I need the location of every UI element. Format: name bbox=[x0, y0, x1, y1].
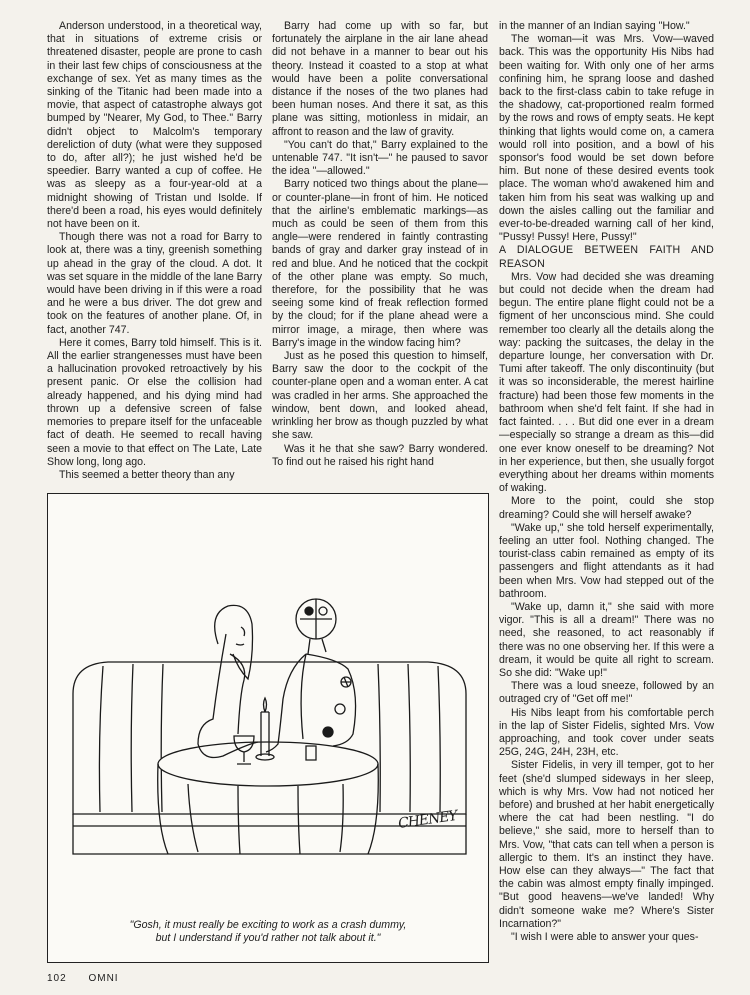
paragraph: Though there was not a road for Barry to look at, there was a tiny, greenish something up ahead in the gray of the cloud. A dot. It was set square in the middle of the lane Barry would have been driving in if this were a road and he were a bus driver. The dot grew and took on the features of another plane. Of, in fact, another 747. bbox=[47, 231, 262, 336]
text-column-1 bbox=[47, 20, 262, 490]
paragraph: More to the point, could she stop dreaming? Could she will herself awake? bbox=[499, 495, 714, 521]
paragraph: "I wish I were able to answer your ques- bbox=[511, 931, 699, 944]
text-column-3 bbox=[499, 20, 714, 960]
cartoon-drawing bbox=[48, 494, 488, 914]
paragraph: Anderson understood, in a theoretical way, that in situations of extreme crisis or threatened disaster, people are prone to cash in their last few chips of consciousness at the exchange of sex. Yet as many times as the sinking of the Titanic had been made into a movie, that aspect of catastrophe always got bumped by "Nearer, My God, to Thee." Barry didn't object to Malcolm's temporary dereliction of duty (what were they supposed to do, after all?); he just wished he'd be speedier. Barry wanted a cup of coffee. He was as sleepy as a four-year-old at a midnight showing of Tristan und Isolde. If there'd been a road, his eyes would definitely not have been on it. bbox=[47, 20, 262, 231]
paragraph: "Wake up," she told herself experimentally, feeling an utter fool. Nothing changed. The tourist-class cabin remained as empty of its passengers and flight attendants as it had been when Mrs. Vow had stepped out of the bathroom. bbox=[499, 521, 714, 600]
section-heading: A DIALOGUE BETWEEN FAITH AND REASON bbox=[499, 244, 714, 270]
paragraph: Just as he posed this question to himself, Barry saw the door to the cockpit of the counter-plane open and a woman enter. A cat was cradled in her arms. She approached the window, bent down, and looked ahead, wrinkling her brow as though puzzled by what she saw. bbox=[272, 350, 488, 442]
caption-line-2: but I understand if you'd rather not talk about it." bbox=[155, 932, 381, 944]
paragraph: Barry noticed two things about the plane—or counter-plane—in front of him. He noticed that the airline's emblematic markings—as much as could be seen of them from this angle—were rendered in faintly contrasting bands of gray and darker gray instead of in red and blue. And he noticed that the cockpit of the other plane was empty. So much, therefore, for the possibility that he was seeing some kind of freak reflection formed by the cloud; for if the plane ahead were a mirror image, a mirage, then where was Barry's image in the window facing him? bbox=[272, 178, 488, 349]
caption-line-1: "Gosh, it must really be exciting to work as a crash dummy, bbox=[129, 919, 407, 931]
paragraph: Barry had come up with so far, but fortunately the airplane in the air lane ahead did not behave in a manner to bear out his theory. Instead it coasted to a stop at what would have been a polite conversational distance if the noses of the two planes had been human noses. And there it sat, as this plane was sitting, motionless in midair, an affront to reason and the law of gravity. bbox=[272, 20, 488, 138]
paragraph: in the manner of an Indian saying "How." bbox=[499, 20, 690, 32]
paragraph: Here it comes, Barry told himself. This is it. All the earlier strangenesses must have been a hallucination provoked retroactively by his present panic. Or else the collision had already happened, and his dying mind had thrown up a defensive screen of false memories to prepare itself for the unfaceable fact of death. He seemed to recall having seen a movie to that effect on The Late, Late Show long, long ago. bbox=[47, 336, 262, 468]
paragraph: "You can't do that," Barry explained to the untenable 747. "It isn't—" he paused to savor the idea "—allowed." bbox=[272, 138, 488, 178]
page-number: 102 bbox=[47, 973, 67, 984]
magazine-name: OMNI bbox=[88, 973, 119, 984]
paragraph: Was it he that she saw? Barry wondered. To find out he raised his right hand bbox=[272, 442, 488, 468]
text-column-2 bbox=[272, 20, 488, 490]
page-footer bbox=[47, 973, 137, 984]
paragraph: Sister Fidelis, in very ill temper, got to her feet (she'd slumped sideways in her sleep, which is why Mrs. Vow had not noticed her before) and brushed at her habit energetically where the cat had been nestling. "I do believe," she said, more to herself than to Mrs. Vow, "that cats can tell when a person is allergic to them. It's an instinct they have. How else can they always—" The fact that the cabin was almost empty finally impinged. "But good heavens—we've landed! Why didn't someone wake me? Where's Sister Incarnation?" bbox=[499, 759, 714, 930]
paragraph: The woman—it was Mrs. Vow—waved back. This was the opportunity His Nibs had been waiting for. With only one of her arms confining him, he sprang loose and dashed back to the first-class cabin to take refuge in the shadowy, cat-proportioned realm formed by the rows and rows of empty seats. He kept thinking that lights would come on, a camera would roll into position, and a bowl of his sponsor's food would be set down before him. But none of these desired events took place. The woman who'd awakened him and taken him from his seat was walking up and down the aisles calling out the familiar and ever-to-be-dreaded warning call of her kind, "Pussy! Pussy! Here, Pussy!" bbox=[499, 33, 714, 244]
cartoonist-signature: CHENEY bbox=[397, 807, 458, 833]
paragraph: His Nibs leapt from his comfortable perch in the lap of Sister Fidelis, sighted Mrs. Vow approaching, and took cover under seats 25G, 24G, 24H, 23H, etc. bbox=[499, 706, 714, 759]
cartoon-illustration bbox=[47, 493, 489, 963]
cartoon-caption bbox=[68, 919, 468, 945]
paragraph: Mrs. Vow had decided she was dreaming but could not decide when the dream had begun. The entire plane flight could not be a figment of her unconscious mind. She could remember too clearly all the details along the way: packing the suitcases, the delay in the departure lounge, her conversation with Dr. Tumi after takeoff. The only discontinuity (but it was so inconsiderable, the merest hairline fracture) had been those few moments in the bathroom when she'd felt faint. If she had in fact fainted. . . . But did one ever in a dream—especially so strange a dream as this—did one ever know oneself to be dreaming? Not in her experience, but then, she usually forgot everything about her dreams within moments of waking. bbox=[499, 270, 714, 495]
paragraph: "Wake up, damn it," she said with more vigor. "This is all a dream!" There was no need, she reasoned, to act reasonably if there was no one observing her. If this were a dream, it would be quite all right to scream. So she did: "Wake up!" bbox=[499, 600, 714, 679]
paragraph: This seemed a better theory than any bbox=[59, 468, 235, 481]
paragraph: There was a loud sneeze, followed by an outraged cry of "Get off me!" bbox=[499, 680, 714, 706]
